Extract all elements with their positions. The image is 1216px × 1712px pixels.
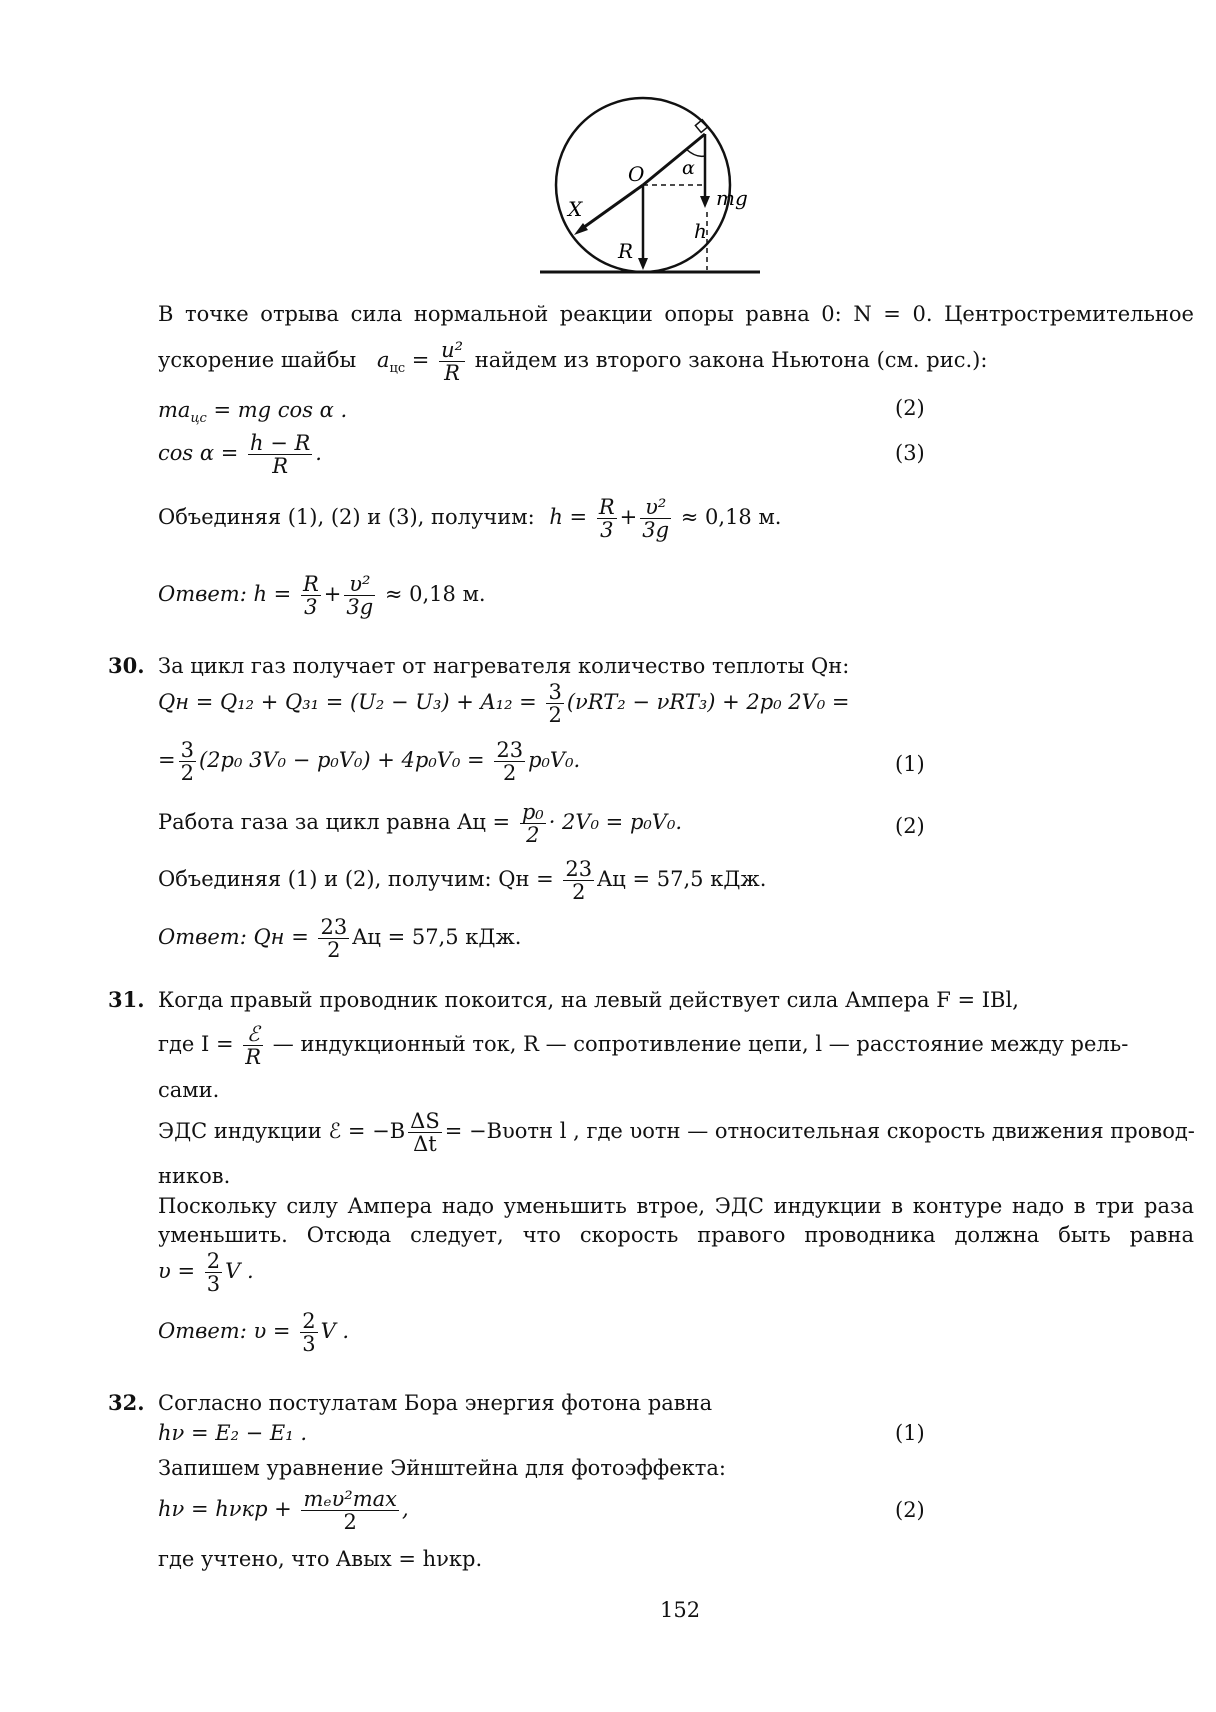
p31-line-2-post: — индукционный ток, R — сопротивление цепи, l — расстояние между рель- <box>266 1032 1129 1056</box>
eq-cos-den: R <box>272 454 289 478</box>
p32-eq-1: hν = E₂ − E₁ . <box>158 1421 308 1445</box>
p30-eq-a-tail: (νRT₂ − νRT₃) + 2p₀ 2V₀ = <box>566 690 850 714</box>
p32-eq-number-2: (2) <box>895 1498 925 1522</box>
p31-emf-den: Δt <box>413 1132 437 1156</box>
eq-cos-num: h − R <box>250 431 311 455</box>
eq-number-2a: (2) <box>895 396 925 420</box>
p31-emf-num: ΔS <box>410 1109 440 1133</box>
label-h: h <box>694 219 707 243</box>
radius-to-contact <box>643 134 705 185</box>
answer-29-label: Ответ: <box>158 582 247 606</box>
p31-line-4 <box>158 1110 1195 1155</box>
p32-eq-2-den: 2 <box>343 1510 357 1534</box>
acc-fraction <box>439 339 465 384</box>
combine-29-f1-den: 3 <box>600 518 614 542</box>
label-alpha: α <box>682 157 695 179</box>
eq-cos: cos α = $\frac{h - R}{R}$ . <box>158 431 322 478</box>
p31-emf-frac <box>408 1110 442 1155</box>
p30-work-frac-num: p₀ <box>521 800 544 824</box>
combine-29-f1-num: R <box>598 495 615 519</box>
answer-29: Ответ: h = $\frac{R}{3}$ + $\frac{\text{υ²}}{3g}$ ≈ 0,18 м. <box>158 572 486 619</box>
combine-29-f2 <box>640 496 671 541</box>
x-axis-arrow <box>580 185 643 230</box>
combine-29-text: Объединяя (1), (2) и (3), получим: <box>158 505 535 529</box>
p31-line-8-tail: V . <box>225 1259 254 1283</box>
p30-combine-tail: Aц = 57,5 кДж. <box>597 867 767 891</box>
acc-sub: цс <box>389 361 406 377</box>
p30-eq-b-frac2-num: 23 <box>496 738 524 762</box>
r-arrowhead <box>638 258 648 270</box>
p32-eq-2-num: mₑυ²max <box>303 1487 397 1511</box>
p30-eq-b-pre: = <box>158 748 176 772</box>
intro-line-1: В точке отрыва сила нормальной реакции опоры равна 0: N = 0. Центростремительное <box>158 302 1194 326</box>
p30-eq-a-frac-num: 3 <box>548 680 562 704</box>
p31-line-6: Поскольку силу Ампера надо уменьшить втрое, ЭДС индукции в контуре надо в три раза <box>158 1194 1194 1218</box>
p30-eq-b-frac1-den: 2 <box>180 761 194 785</box>
p30-combine-frac-den: 2 <box>572 880 586 904</box>
p32-eq-2-lhs: hν = hνкр + <box>158 1497 292 1521</box>
eq-ma-sub: цс <box>190 411 207 427</box>
label-mg: mg <box>716 186 748 210</box>
label-o: O <box>628 162 645 186</box>
eq-ma-lhs: ma <box>158 398 191 422</box>
p30-work-frac-den: 2 <box>526 823 540 847</box>
answer-29-f1 <box>301 573 321 618</box>
page-number: 152 <box>660 1598 701 1622</box>
p30-eq-a-frac <box>546 681 563 726</box>
eq-ma <box>158 397 347 432</box>
eq-number-3: (3) <box>895 441 925 465</box>
answer-29-result: ≈ 0,18 м. <box>384 582 486 606</box>
p31-line-5: ников. <box>158 1164 231 1188</box>
mg-arrowhead <box>700 196 710 208</box>
p30-answer-frac-num: 23 <box>320 915 348 939</box>
p30-work-text: Работа газа за цикл равна Aц = <box>158 810 511 834</box>
answer-29-lhs: h = <box>253 582 292 606</box>
p30-combine-text: Объединяя (1) и (2), получим: Qн = <box>158 867 554 891</box>
combine-29-f1 <box>597 496 617 541</box>
circle-figure <box>530 86 770 286</box>
angle-arc <box>686 149 705 156</box>
problem-30-number: 30. <box>108 653 145 678</box>
p31-line-4-pre: ЭДС индукции ℰ = −B <box>158 1119 406 1143</box>
p32-eq-number-1: (1) <box>895 1421 925 1445</box>
eq-cos-fraction <box>248 432 312 477</box>
p32-eq-2-frac <box>301 1488 399 1533</box>
p31-line-2-pre: где I = <box>158 1032 234 1056</box>
p31-current-frac <box>243 1023 263 1068</box>
p30-answer-frac <box>318 916 349 961</box>
answer-29-f2 <box>344 573 375 618</box>
p30-combine <box>158 858 766 903</box>
p30-eq-b-frac2-den: 2 <box>503 761 517 785</box>
acc-num: u² <box>441 338 464 362</box>
problem-31-number: 31. <box>108 987 145 1012</box>
p31-answer-label: Ответ: <box>158 1319 247 1343</box>
p30-eq-number-1: (1) <box>895 752 925 776</box>
p31-line-4-post: = −Bυотн l , где υотн — относительная скорость движения провод- <box>444 1119 1195 1143</box>
p31-line-8-lhs: υ = <box>158 1259 196 1283</box>
p32-line-2: Запишем уравнение Эйнштейна для фотоэффекта: <box>158 1456 726 1480</box>
label-r: R <box>618 239 634 263</box>
p30-answer <box>158 916 521 961</box>
intro-line-2: ускорение шайбы $a_{цс}$ = $\frac{\text{u²}}{R}$ найдем из второго закона Ньютона (см. рис.): <box>158 338 988 385</box>
p31-answer-tail: V . <box>320 1319 350 1343</box>
p32-eq-2 <box>158 1488 409 1533</box>
eq-cos-lhs: cos α = <box>158 441 239 465</box>
answer-29-f1-num: R <box>302 572 319 596</box>
p30-work <box>158 801 682 846</box>
p31-speed-den: 3 <box>206 1272 221 1296</box>
combine-29-f2-den: 3g <box>642 518 670 542</box>
p30-work-tail: · 2V₀ = p₀V₀. <box>548 810 683 834</box>
p30-answer-lhs: Qн = <box>253 925 309 949</box>
p30-eq-a-frac-den: 2 <box>548 703 562 727</box>
p30-answer-label: Ответ: <box>158 925 247 949</box>
combine-29-f2-num: υ² <box>640 496 671 519</box>
p31-line-3: сами. <box>158 1078 220 1102</box>
label-x: X <box>568 197 583 221</box>
p32-line-3: где учтено, что Aвых = hνкр. <box>158 1547 483 1571</box>
p31-line-2 <box>158 1023 1128 1068</box>
p30-combine-frac <box>563 858 594 903</box>
p32-line-1: Согласно постулатам Бора энергия фотона равна <box>158 1391 713 1415</box>
p30-eq-b-frac2 <box>494 739 525 784</box>
answer-29-f2-den: 3g <box>346 595 374 619</box>
intro-line-2-post: найдем из второго закона Ньютона (см. рис.): <box>474 348 988 372</box>
p30-answer-frac-den: 2 <box>327 938 341 962</box>
p30-eq-b-tail: p₀V₀. <box>528 748 581 772</box>
answer-29-f2-num: υ² <box>344 573 375 596</box>
p32-eq-2-tail: , <box>402 1497 409 1521</box>
eq-ma-rhs: = mg cos α . <box>213 398 348 422</box>
p31-current-den: R <box>245 1045 262 1069</box>
p31-answer-frac-den: 3 <box>302 1332 316 1356</box>
p30-work-frac <box>520 801 546 846</box>
p31-line-7: уменьшить. Отсюда следует, что скорость правого проводника должна быть равна <box>158 1223 1194 1247</box>
acc-den: R <box>444 361 460 385</box>
combine-29: Объединяя (1), (2) и (3), получим: h = $\frac{R}{3}$ + $\frac{\text{υ²}}{3g}$ ≈ 0,18 м. <box>158 495 782 542</box>
problem-32-number: 32. <box>108 1390 145 1415</box>
p30-eq-a-lhs: Qн = Q₁₂ + Q₃₁ = (U₂ − U₃) + A₁₂ = <box>158 690 537 714</box>
p30-eq-number-2: (2) <box>895 814 925 838</box>
p31-line-1: Когда правый проводник покоится, на левый действует сила Ампера F = IBl, <box>158 988 1019 1012</box>
combine-29-lhs: h = <box>549 505 588 529</box>
p31-speed-num: 2 <box>206 1249 221 1273</box>
p31-answer <box>158 1310 349 1355</box>
answer-29-f1-den: 3 <box>304 595 318 619</box>
p30-eq-b-frac1 <box>179 739 196 784</box>
p31-speed-frac <box>205 1250 222 1295</box>
p31-current-num: ℰ <box>243 1023 263 1046</box>
p30-eq-b <box>158 739 580 784</box>
combine-29-result: ≈ 0,18 м. <box>680 505 782 529</box>
p30-eq-b-mid: (2p₀ 3V₀ − p₀V₀) + 4p₀V₀ = <box>198 748 485 772</box>
p31-answer-frac <box>300 1310 317 1355</box>
p31-answer-lhs: υ = <box>253 1319 291 1343</box>
p30-combine-frac-num: 23 <box>565 857 593 881</box>
intro-line-2-pre: ускорение шайбы <box>158 348 357 372</box>
p30-eq-b-frac1-num: 3 <box>180 738 194 762</box>
p31-answer-frac-num: 2 <box>302 1309 316 1333</box>
p31-line-8 <box>158 1250 254 1295</box>
acc-symbol: a <box>376 348 390 372</box>
p30-answer-tail: Aц = 57,5 кДж. <box>352 925 522 949</box>
p30-eq-a <box>158 681 850 726</box>
p30-intro: За цикл газ получает от нагревателя количество теплоты Qн: <box>158 654 850 678</box>
